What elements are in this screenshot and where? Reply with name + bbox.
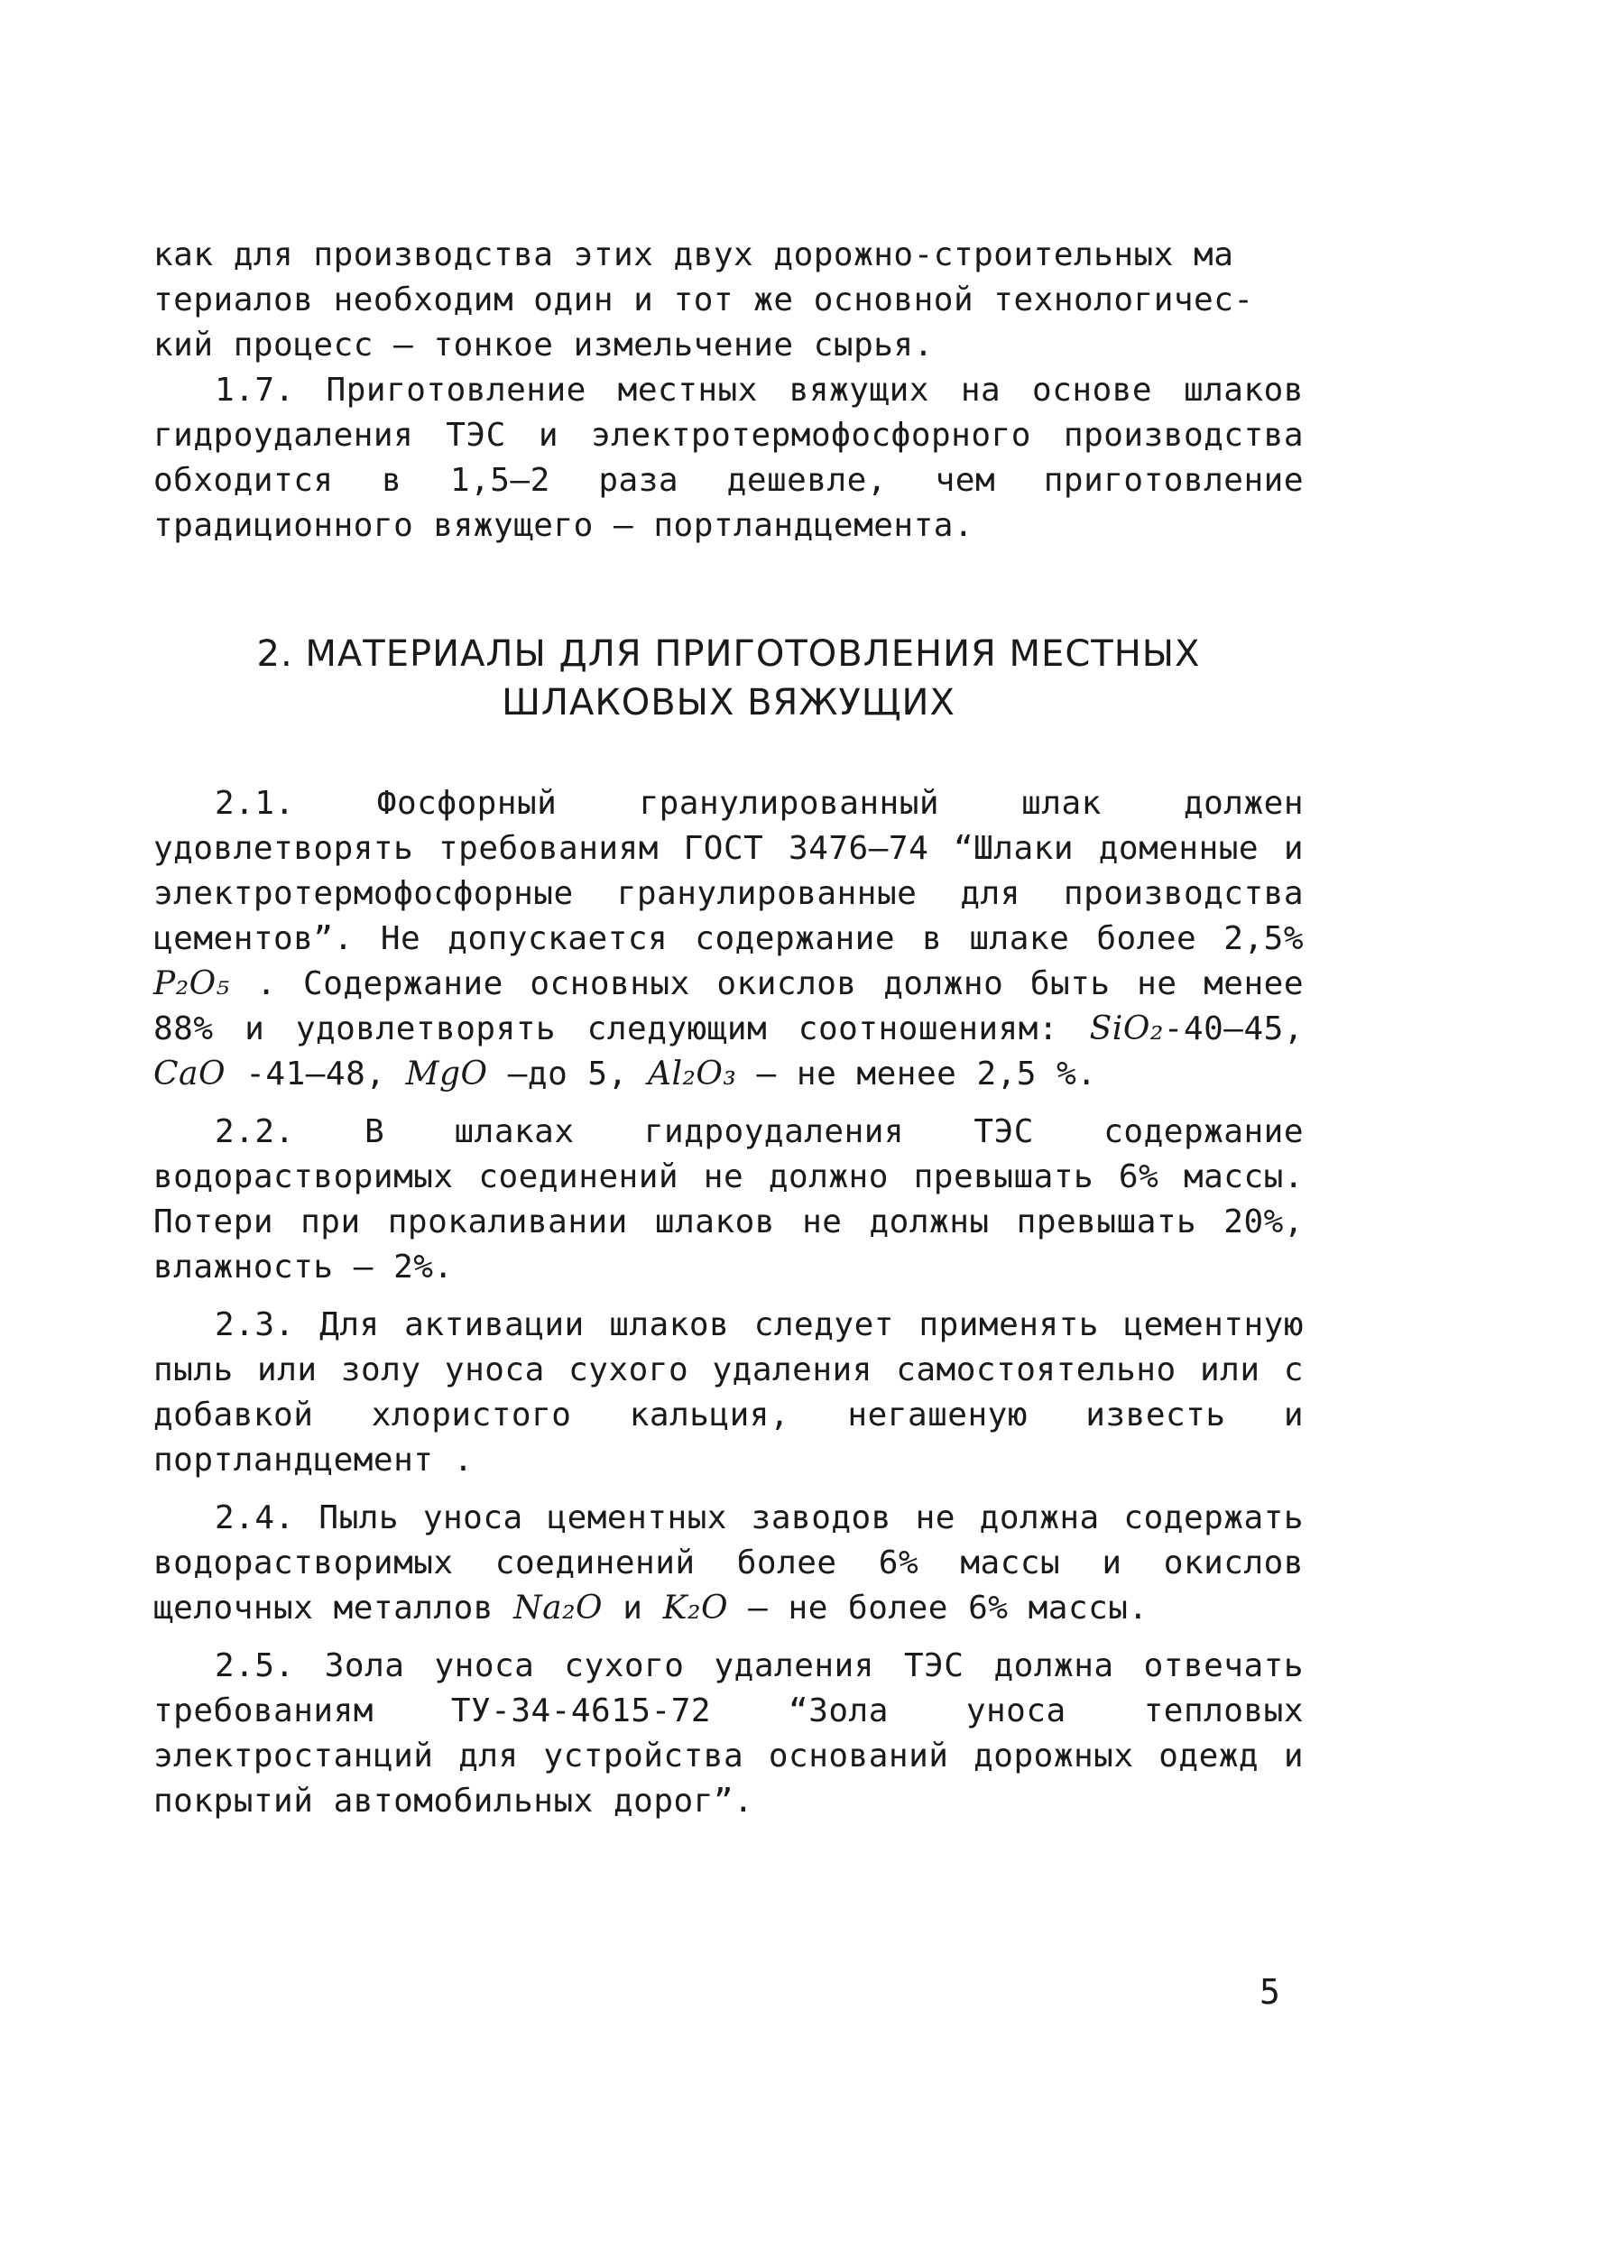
text-body: [153, 233, 1304, 1824]
value-al2o3: – не менее 2,5 %.: [756, 1056, 1097, 1093]
section-heading: [153, 630, 1304, 727]
paragraph-2-4: [153, 1496, 1304, 1631]
paragraph-2-2: 2.2. В шлаках гидроудаления ТЭС содержание водорастворимых соединений не должно превышать 6% массы. Потери при прокаливании шлаков не должны превышать 20%, влажность – 2%.: [153, 1113, 1304, 1286]
formula-cao: CaO: [153, 1056, 226, 1093]
page-number: 5: [1260, 1972, 1280, 2012]
p24-and: и: [623, 1590, 643, 1627]
section-heading-line-2: ШЛАКОВЫХ ВЯЖУЩИХ: [502, 682, 955, 724]
value-cao: -41–48,: [245, 1056, 386, 1093]
paragraph-2-1: [153, 781, 1304, 1097]
formula-al2o3: Al₂O₃: [647, 1056, 737, 1093]
intro-line-1: как для производства этих двух дорожно-строительных ма: [153, 236, 1234, 273]
intro-line-2: териалов необходим один и тот же основной технологичес-: [153, 281, 1254, 318]
p21-text-a: 2.1. Фосфорный гранулированный шлак должен удовлетворять требованиям ГОСТ 3476–74 “Шлаки доменные и электротермофосфорные гранулированные для производства цементов”. Не допускается содержание в шлаке более 2,5%: [153, 785, 1304, 957]
formula-mgo: MgO: [405, 1056, 488, 1093]
p21-text-b: . Содержание основных окислов должно быть не менее 88% и удовлетворять следующим соотношениям:: [153, 965, 1304, 1047]
paragraph-2-5: 2.5. Зола уноса сухого удаления ТЭС должна отвечать требованиям ТУ-34-4615-72 “Зола уноса тепловых электростанций для устройства оснований дорожных одежд и покрытий автомобильных дорог”.: [153, 1647, 1304, 1820]
p24-text-b: – не более 6% массы.: [748, 1590, 1149, 1627]
section-heading-line-1: 2. МАТЕРИАЛЫ ДЛЯ ПРИГОТОВЛЕНИЯ МЕСТНЫХ: [256, 633, 1201, 675]
value-mgo: –до 5,: [507, 1056, 628, 1093]
paragraph-1-7: 1.7. Приготовление местных вяжущих на основе шлаков гидроудаления ТЭС и электротермофосфорного производства обходится в 1,5–2 раза дешевле, чем приготовление традиционного вяжущего – портландцемента.: [153, 372, 1304, 544]
intro-line-3: кий процесс – тонкое измельчение сырья.: [153, 327, 934, 364]
intro-paragraph-continued: [153, 233, 1304, 368]
p24-text-a: 2.4. Пыль уноса цементных заводов не должна содержать водорастворимых соединений более 6% массы и окислов щелочных металлов: [153, 1499, 1304, 1627]
paragraph-2-3: 2.3. Для активации шлаков следует применять цементную пыль или золу уноса сухого удаления самостоятельно или с добавкой хлористого кальция, негашеную известь и портландцемент .: [153, 1306, 1304, 1479]
formula-k2o: K₂O: [662, 1590, 728, 1627]
formula-na2o: Na₂O: [513, 1590, 604, 1627]
value-sio2: -40–45,: [1163, 1010, 1304, 1047]
formula-sio2: SiO₂: [1089, 1010, 1164, 1047]
formula-p2o5: P₂O₅: [153, 965, 230, 1002]
